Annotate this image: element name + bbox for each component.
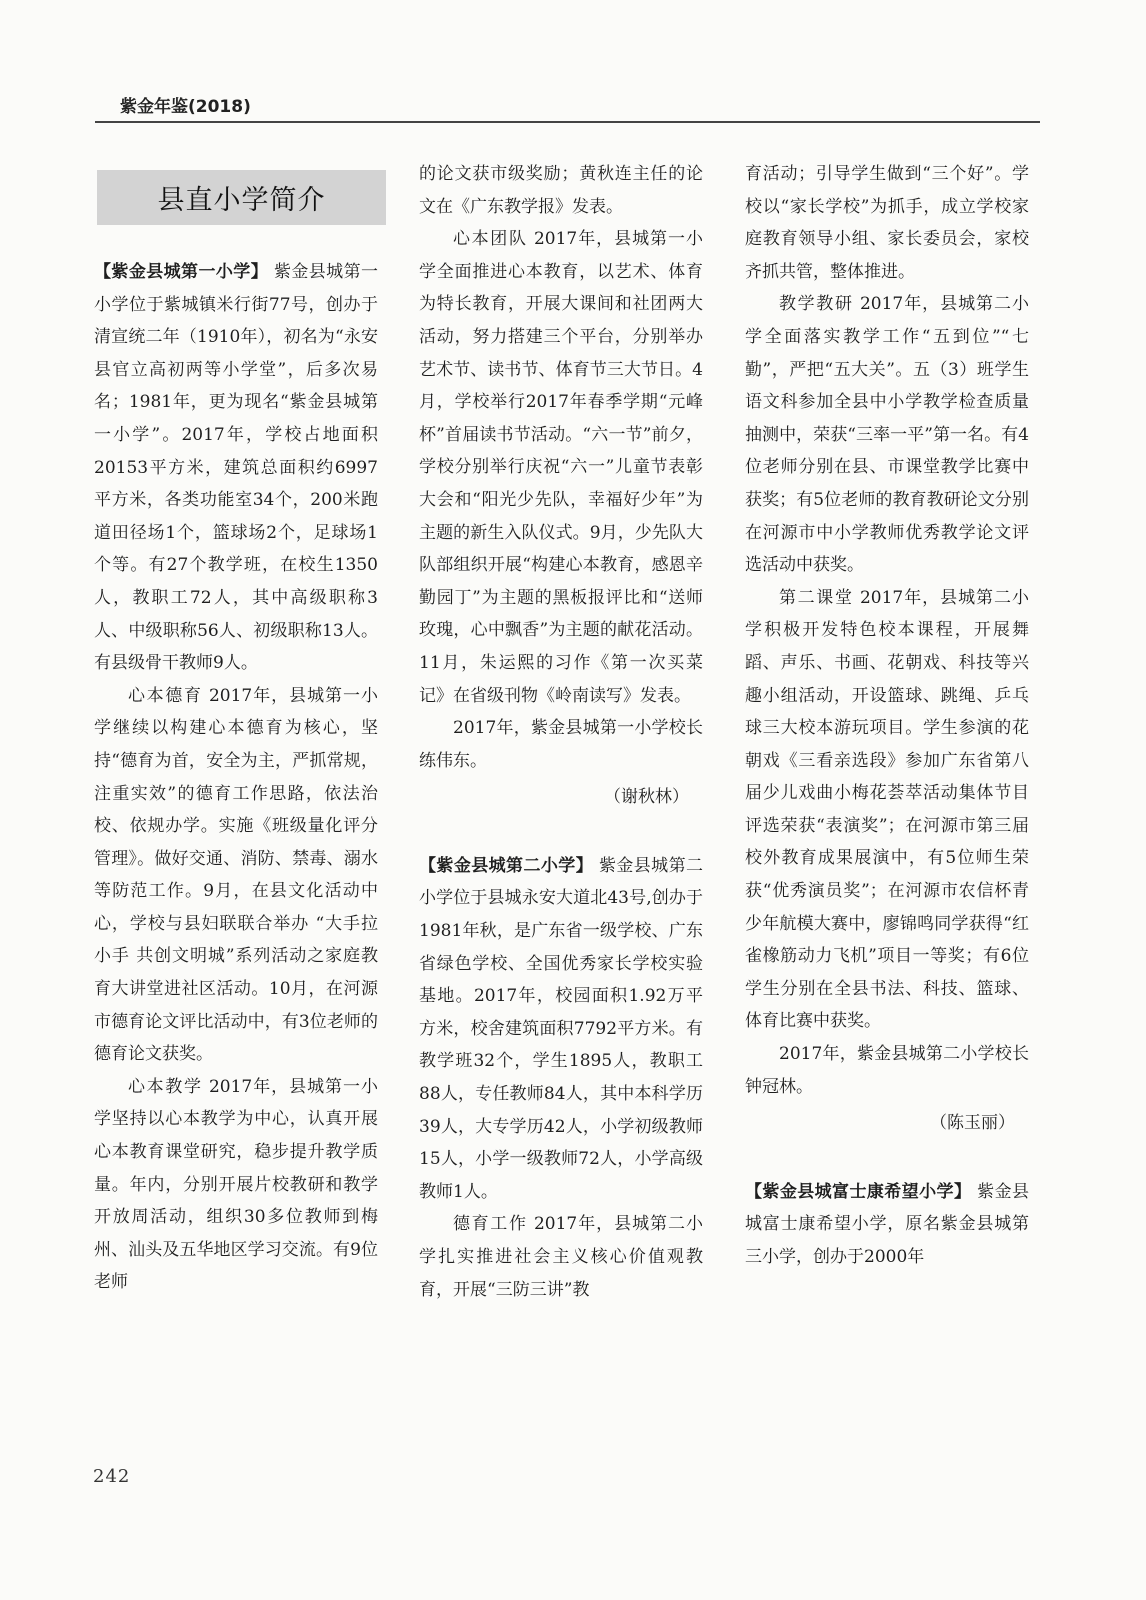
paragraph-text: 2017年，县城第一小学坚持以心本教学为中心，认真开展心本教育课堂研究，稳步提升教学质量。年内，分别开展片校教研和教学开放周活动，组织30多位教师到梅州、汕头及五华地区学习交流。有9位老师 (94, 1076, 378, 1293)
paragraph-text: 紫金县城富士康希望小学，原名紫金县城第三小学，创办于2000年 (745, 1181, 1029, 1267)
principal-note: 2017年，紫金县城第一小学校长练伟东。 (419, 718, 703, 771)
entry-school-1-intro (94, 256, 378, 680)
author-credit: （陈玉丽） (930, 1113, 1015, 1134)
entry-school-2-intro (419, 850, 703, 1209)
column-2 (419, 158, 703, 1306)
section-title: 县直小学简介 (97, 170, 386, 225)
subsection-moral-education (94, 680, 378, 1071)
paragraph-text: 2017年，县城第二小学扎实推进社会主义核心价值观教育，开展“三防三讲”教 (419, 1214, 703, 1300)
paragraph-continued: 育活动；引导学生做到“三个好”。学校以“家长学校”为抓手，成立学校家庭教育领导小组、家长委员会，家校齐抓共管，整体推进。 (745, 164, 1029, 282)
subsection-heading: 心本教学 (128, 1076, 203, 1097)
subsection-moral-work (419, 1208, 703, 1306)
running-head-title: 紫金年鉴(2018) (120, 97, 251, 117)
paragraph-text: 2017年，县城第二小学积极开发特色校本课程，开展舞蹈、声乐、书画、花朝戏、科技等兴趣小组活动，开设篮球、跳绳、乒乓球三大校本游玩项目。学生参演的花朝戏《三看亲选段》参加广东省第八届少儿戏曲小梅花荟萃活动集体节目评选荣获“表演奖”；在河源市第三届校外教育成果展演中，有5位师生荣获“优秀演员奖”；在河源市农信杯青少年航模大赛中，廖锦鸣同学获得“红雀橡筋动力飞机”项目一等奖；有6位学生分别在全县书法、科技、篮球、体育比赛中获奖。 (745, 587, 1029, 1032)
subsection-heading: 德育工作 (453, 1214, 528, 1235)
subsection-heading: 第二课堂 (779, 587, 854, 608)
column-3 (745, 158, 1029, 1274)
author-credit: （谢秋林） (604, 787, 689, 808)
paragraph-continued: 的论文获市级奖励；黄秋连主任的论文在《广东教学报》发表。 (419, 164, 703, 217)
subsection-teaching-research (745, 288, 1029, 581)
subsection-team (419, 223, 703, 712)
paragraph-text: 2017年，县城第二小学全面落实教学工作“五到位”“七勤”，严把“五大关”。五（3）班学生语文科参加全县中小学教学检查质量抽测中，荣获“三率一平”第一名。有4位老师分别在县、市课堂教学比赛中获奖；有5位老师的教育教研论文分别在河源市中小学教师优秀教学论文评选活动中获奖。 (745, 294, 1029, 576)
page-number: 242 (93, 1466, 131, 1487)
entry-school-3-intro (745, 1176, 1029, 1274)
entry-title: 【紫金县城富士康希望小学】 (745, 1181, 972, 1202)
entry-title: 【紫金县城第一小学】 (94, 262, 269, 282)
subsection-heading: 心本团队 (453, 229, 528, 250)
subsection-heading: 心本德育 (128, 685, 203, 706)
principal-note: 2017年，紫金县城第二小学校长钟冠林。 (745, 1044, 1029, 1097)
paragraph-text: 2017年，县城第一小学继续以构建心本德育为核心，坚持“德育为首，安全为主，严抓常规，注重实效”的德育工作思路，依法治校、依规办学。实施《班级量化评分管理》。做好交通、消防、禁毒、溺水等防范工作。9月，在县文化活动中心，学校与县妇联联合举办 “大手拉小手 共创文明城”系列活动之家庭教育大讲堂进社区活动。10月，在河源市德育论文评比活动中，有3位老师的德育论文获奖。 (94, 685, 378, 1065)
entry-title: 【紫金县城第二小学】 (419, 855, 594, 876)
paragraph-text: 紫金县城第二小学位于县城永安大道北43号,创办于1981年秋，是广东省一级学校、广东省绿色学校、全国优秀家长学校实验基地。2017年，校园面积1.92万平方米，校舍建筑面积7792平方米。有教学班32个，学生1895人，教职工88人，专任教师84人，其中本科学历39人，大专学历42人，小学初级教师15人，小学一级教师72人，小学高级教师1人。 (419, 855, 704, 1202)
header-rule (95, 121, 1040, 123)
paragraph-text: 紫金县城第一小学位于紫城镇米行街77号，创办于清宣统二年（1910年），初名为“永安县官立高初两等小学堂”，后多次易名；1981年，更为现名“紫金县城第一小学”。2017年，学校占地面积20153平方米，建筑总面积约6997平方米，各类功能室34个，200米跑道田径场1个，篮球场2个，足球场1个等。有27个教学班，在校生1350人，教职工72人，其中高级职称3人、中级职称56人、初级职称13人。有县级骨干教师9人。 (94, 262, 379, 674)
subsection-heading: 教学教研 (779, 294, 854, 315)
column-1 (94, 256, 378, 1299)
paragraph-text: 2017年，县城第一小学全面推进心本教育，以艺术、体育为特长教育，开展大课间和社团两大活动，努力搭建三个平台，分别举办艺术节、读书节、体育节三大节日。4月，学校举行2017年春季学期“元峰杯”首届读书节活动。“六一节”前夕，学校分别举行庆祝“六一”儿童节表彰大会和“阳光少先队，幸福好少年”为主题的新生入队仪式。9月，少先队大队部组织开展“构建心本教育，感恩辛勤园丁”为主题的黑板报评比和“送师玫瑰，心中飘香”为主题的献花活动。11月，朱运熙的习作《第一次买菜记》在省级刊物《岭南读写》发表。 (419, 229, 703, 706)
subsection-teaching (94, 1071, 378, 1299)
subsection-second-classroom (745, 582, 1029, 1038)
